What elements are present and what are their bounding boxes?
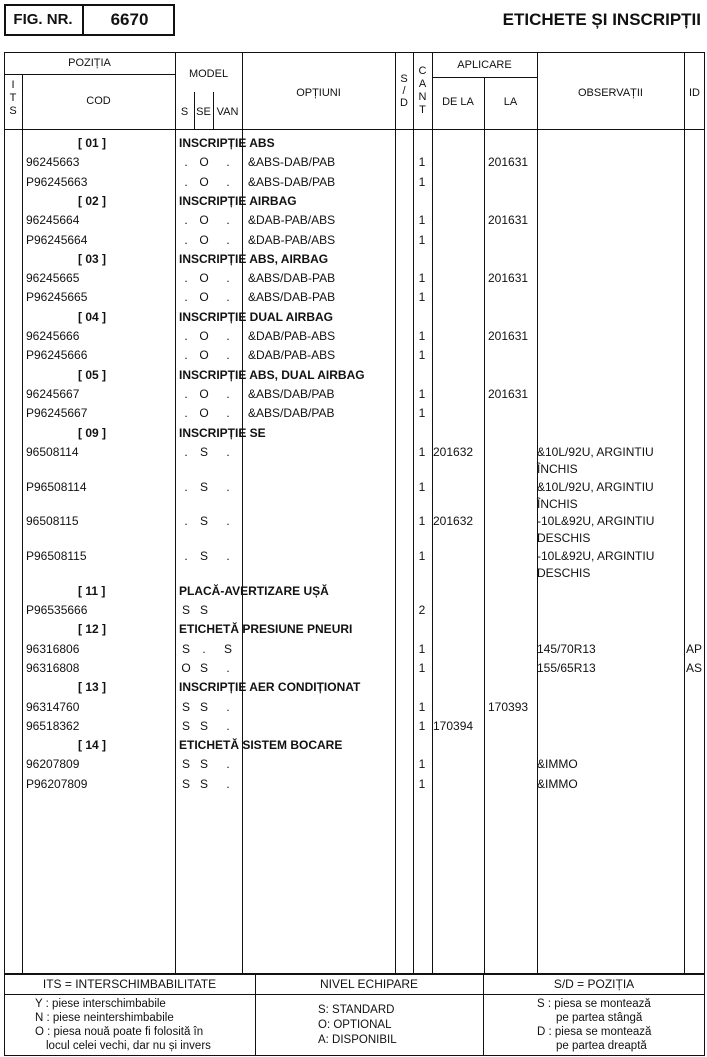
- footer-nivel-line-1: S: STANDARD: [318, 1004, 395, 1016]
- part-code: P96508114: [26, 479, 87, 494]
- footer-sd-line-3: D : piesa se montează: [537, 1026, 652, 1038]
- quantity: 1: [418, 549, 426, 564]
- table-row: [0, 775, 707, 794]
- id-value: AP: [686, 641, 703, 656]
- quantity: 1: [418, 406, 426, 421]
- model-van-value: .: [226, 406, 230, 421]
- model-van-value: .: [226, 271, 230, 286]
- group-title: INSCRIPȚIE AIRBAG: [179, 193, 297, 208]
- table-row: [0, 327, 707, 346]
- header-cant: C A N T: [418, 65, 427, 116]
- option-code: &ABS-DAB/PAB: [248, 174, 336, 189]
- table-row: [0, 755, 707, 774]
- group-header-row: [0, 620, 707, 639]
- footer-title-line: [4, 994, 705, 995]
- option-code: &DAB/PAB-ABS: [248, 329, 336, 343]
- observation: &IMMO: [537, 757, 578, 772]
- option-code: &DAB-PAB/ABS: [248, 213, 336, 228]
- option-code: &ABS/DAB-PAB: [248, 271, 336, 286]
- group-title: INSCRIPȚIE AER CONDIȚIONAT: [179, 680, 361, 695]
- group-header-row: [0, 424, 707, 443]
- header-bottom-line: [4, 129, 705, 130]
- header-model-se: SE: [196, 106, 211, 118]
- observation: &IMMO: [537, 776, 578, 791]
- group-header-row: [0, 250, 707, 269]
- footer-its-line-3: O : piesa nouă poate fi folosită în: [35, 1026, 204, 1038]
- table-row: [0, 153, 707, 172]
- model-van-value: .: [226, 514, 230, 529]
- part-code: 96245666: [26, 329, 80, 343]
- model-se-value: S: [199, 444, 208, 459]
- table-row: [0, 173, 707, 192]
- model-van-value: .: [226, 290, 230, 305]
- applied-from: 201632: [433, 514, 474, 529]
- model-se-value: S: [199, 776, 208, 791]
- applied-from: 170394: [433, 718, 474, 733]
- table-row: [0, 478, 707, 513]
- part-code: 96314760: [26, 699, 80, 714]
- observation: &10L/92U, ARGINTIU: [537, 479, 654, 494]
- table-row: [0, 601, 707, 620]
- model-s-value: S: [181, 641, 190, 656]
- position-number: [ 14 ]: [78, 738, 107, 753]
- option-code: &DAB-PAB/ABS: [248, 232, 336, 247]
- observation: -10L&92U, ARGINTIU: [537, 549, 655, 564]
- model-se-value: S: [199, 603, 208, 618]
- model-se-value: S: [199, 549, 208, 564]
- group-title: INSCRIPȚIE ABS, DUAL AIRBAG: [179, 367, 365, 382]
- model-van-value: .: [226, 155, 230, 170]
- table-row: [0, 269, 707, 288]
- quantity: 1: [418, 232, 426, 247]
- applied-to: 201631: [488, 213, 529, 228]
- header-aplicare: APLICARE: [457, 59, 512, 71]
- header-la: LA: [503, 96, 518, 108]
- header-id: ID: [689, 87, 700, 99]
- footer-sd-line-4: pe partea dreaptă: [556, 1040, 647, 1052]
- model-se-value: .: [202, 641, 206, 656]
- group-title: INSCRIPȚIE ABS, AIRBAG: [179, 251, 329, 266]
- model-s-value: .: [184, 514, 188, 529]
- observation-continued: DESCHIS: [537, 566, 591, 581]
- page-title: ETICHETE ȘI INSCRIPȚII: [502, 10, 701, 29]
- group-title: INSCRIPȚIE SE: [179, 425, 266, 440]
- model-s-value: S: [181, 699, 190, 714]
- model-s-value: S: [181, 603, 190, 618]
- table-row: [0, 547, 707, 582]
- observation: -10L&92U, ARGINTIU: [537, 514, 655, 529]
- header-cod: COD: [86, 95, 111, 107]
- footer-sd-line-2: pe partea stângă: [556, 1012, 643, 1024]
- group-title: INSCRIPȚIE DUAL AIRBAG: [179, 309, 334, 324]
- model-se-value: S: [199, 660, 208, 675]
- table-row: [0, 288, 707, 307]
- model-van-value: .: [226, 757, 230, 772]
- model-se-value: O: [199, 232, 209, 247]
- observation: &10L/92U, ARGINTIU: [537, 444, 654, 459]
- model-s-value: .: [184, 290, 188, 305]
- figure-number: 6670: [110, 10, 149, 29]
- group-header-row: [0, 736, 707, 755]
- position-number: [ 12 ]: [78, 622, 107, 637]
- model-s-value: .: [184, 174, 188, 189]
- model-van-value: .: [226, 348, 230, 363]
- model-van-value: .: [226, 213, 230, 228]
- model-van-value: .: [226, 718, 230, 733]
- footer-sd-title: S/D = POZIȚIA: [553, 977, 635, 991]
- applied-from: 201632: [433, 444, 474, 459]
- header-sd: S / D: [400, 73, 408, 109]
- header-optiuni: OPȚIUNI: [296, 87, 341, 99]
- model-s-value: S: [181, 757, 190, 772]
- group-title: PLACĂ-AVERTIZARE UȘĂ: [179, 583, 329, 598]
- footer-its-title: ITS = INTERSCHIMBABILITATE: [42, 977, 217, 991]
- position-number: [ 04 ]: [78, 309, 107, 324]
- part-code: P96508115: [26, 549, 87, 564]
- footer-nivel-line-3: A: DISPONIBIL: [318, 1034, 397, 1046]
- quantity: 1: [418, 641, 426, 656]
- group-title: INSCRIPȚIE ABS: [179, 136, 275, 150]
- model-se-value: O: [199, 271, 209, 286]
- table-row: [0, 404, 707, 423]
- position-number: [ 13 ]: [78, 680, 107, 695]
- quantity: 1: [418, 444, 426, 459]
- model-s-value: O: [181, 660, 191, 675]
- position-number: [ 03 ]: [78, 251, 107, 266]
- part-code: 96316808: [26, 660, 80, 675]
- group-header-row: [0, 134, 707, 153]
- model-van-value: .: [226, 329, 230, 343]
- model-van-value: .: [226, 386, 230, 401]
- table-row: [0, 385, 707, 404]
- model-s-value: .: [184, 348, 188, 363]
- part-code: P96245664: [26, 232, 88, 247]
- footer-its-line-4: locul celei vechi, dar nu și invers: [46, 1040, 211, 1052]
- quantity: 1: [418, 776, 426, 791]
- model-van-value: .: [226, 232, 230, 247]
- header-observatii: OBSERVAȚII: [577, 87, 643, 99]
- header-model: MODEL: [188, 68, 229, 80]
- table-row: [0, 443, 707, 478]
- model-s-value: .: [184, 213, 188, 228]
- model-s-value: .: [184, 406, 188, 421]
- model-se-value: S: [199, 514, 208, 529]
- model-se-value: O: [199, 174, 209, 189]
- table-row: [0, 231, 707, 250]
- model-s-value: .: [184, 232, 188, 247]
- model-se-value: O: [199, 406, 209, 421]
- part-code: 96245663: [26, 155, 80, 170]
- model-van-value: .: [226, 699, 230, 714]
- model-van-value: .: [226, 444, 230, 459]
- model-van-value: .: [226, 660, 230, 675]
- table-row: [0, 211, 707, 230]
- footer-nivel-title: NIVEL ECHIPARE: [319, 977, 419, 991]
- option-code: &ABS/DAB/PAB: [248, 406, 335, 421]
- model-se-value: O: [199, 290, 209, 305]
- model-se-value: S: [199, 757, 208, 772]
- part-code: P96245666: [26, 348, 88, 363]
- model-s-value: S: [181, 718, 190, 733]
- part-code: P96245667: [26, 406, 88, 421]
- applied-to: 201631: [488, 271, 529, 286]
- quantity: 1: [418, 757, 426, 772]
- applied-to: 170393: [488, 699, 529, 714]
- option-code: &ABS-DAB/PAB: [248, 155, 336, 170]
- quantity: 1: [418, 479, 426, 494]
- model-s-value: .: [184, 549, 188, 564]
- quantity: 1: [418, 290, 426, 305]
- observation-continued: ÎNCHIS: [537, 461, 578, 476]
- group-title: ETICHETĂ SISTEM BOCARE: [179, 738, 343, 753]
- model-se-value: S: [199, 699, 208, 714]
- part-code: P96207809: [26, 776, 88, 791]
- header-pozitia: POZIȚIA: [68, 57, 111, 69]
- group-header-row: [0, 582, 707, 601]
- part-code: P96245663: [26, 174, 88, 189]
- table-row: [0, 698, 707, 717]
- model-van-value: .: [226, 549, 230, 564]
- model-se-value: S: [199, 718, 208, 733]
- table-row: [0, 717, 707, 736]
- model-van-value: .: [226, 174, 230, 189]
- quantity: 1: [418, 514, 426, 529]
- group-header-row: [0, 192, 707, 211]
- footer-nivel-line-2: O: OPTIONAL: [318, 1019, 392, 1031]
- quantity: 1: [418, 699, 426, 714]
- model-s-value: .: [184, 386, 188, 401]
- footer-its-line-2: N : piese neintershimbabile: [35, 1012, 174, 1024]
- position-number: [ 01 ]: [78, 136, 107, 150]
- table-row: [0, 346, 707, 365]
- applied-to: 201631: [488, 329, 529, 343]
- group-header-row: [0, 308, 707, 327]
- position-number: [ 09 ]: [78, 425, 107, 440]
- quantity: 1: [418, 660, 426, 675]
- group-header-row: [0, 678, 707, 697]
- model-se-value: O: [199, 386, 209, 401]
- part-code: 96245667: [26, 386, 80, 401]
- part-code: 96508114: [26, 444, 79, 459]
- model-s-value: S: [181, 776, 190, 791]
- model-s-value: .: [184, 444, 188, 459]
- model-van-value: .: [226, 479, 230, 494]
- group-header-row: [0, 366, 707, 385]
- part-code: 96245664: [26, 213, 80, 228]
- model-se-value: O: [199, 348, 209, 363]
- id-value: AS: [686, 660, 703, 675]
- part-code: 96316806: [26, 641, 80, 656]
- applied-to: 201631: [488, 155, 529, 170]
- pozitia-underline: [4, 74, 175, 75]
- position-number: [ 11 ]: [78, 583, 106, 598]
- part-code: 96207809: [26, 757, 80, 772]
- header-de-la: DE LA: [442, 96, 474, 108]
- quantity: 1: [418, 348, 426, 363]
- header-model-s: S: [180, 106, 189, 118]
- quantity: 1: [418, 213, 426, 228]
- model-se-value: O: [199, 213, 209, 228]
- part-code: P96245665: [26, 290, 88, 305]
- quantity: 1: [418, 174, 426, 189]
- option-code: &ABS/DAB/PAB: [248, 386, 335, 401]
- table-row: [0, 512, 707, 547]
- model-se-value: O: [199, 329, 209, 343]
- model-van-value: S: [223, 641, 232, 656]
- footer-its-line-1: Y : piese interschimbabile: [35, 998, 166, 1010]
- part-code: 96518362: [26, 718, 80, 733]
- header-model-van: VAN: [216, 106, 239, 118]
- model-se-value: O: [199, 155, 209, 170]
- model-s-value: .: [184, 479, 188, 494]
- part-code: P96535666: [26, 603, 88, 618]
- model-se-value: S: [199, 479, 208, 494]
- observation-continued: DESCHIS: [537, 531, 591, 546]
- applied-to: 201631: [488, 386, 529, 401]
- figure-label: FIG. NR.: [13, 11, 73, 28]
- part-code: 96508115: [26, 514, 79, 529]
- table-row: [0, 659, 707, 678]
- quantity: 1: [418, 271, 426, 286]
- observation: 145/70R13: [537, 641, 596, 656]
- quantity: 1: [418, 329, 426, 343]
- position-number: [ 02 ]: [78, 193, 107, 208]
- model-s-value: .: [184, 271, 188, 286]
- quantity: 2: [418, 603, 426, 618]
- option-code: &DAB/PAB-ABS: [248, 348, 336, 363]
- part-code: 96245665: [26, 271, 80, 286]
- observation-continued: ÎNCHIS: [537, 496, 578, 511]
- group-title: ETICHETĂ PRESIUNE PNEURI: [179, 622, 353, 637]
- footer-top-line: [4, 973, 705, 975]
- model-van-value: .: [226, 776, 230, 791]
- observation: 155/65R13: [537, 660, 596, 675]
- model-s-value: .: [184, 329, 188, 343]
- position-number: [ 05 ]: [78, 367, 107, 382]
- header-its: I T S: [9, 79, 17, 117]
- quantity: 1: [418, 718, 426, 733]
- quantity: 1: [418, 386, 426, 401]
- option-code: &ABS/DAB-PAB: [248, 290, 336, 305]
- model-s-value: .: [184, 155, 188, 170]
- quantity: 1: [418, 155, 426, 170]
- footer-sd-line-1: S : piesa se montează: [537, 998, 651, 1010]
- table-row: [0, 640, 707, 659]
